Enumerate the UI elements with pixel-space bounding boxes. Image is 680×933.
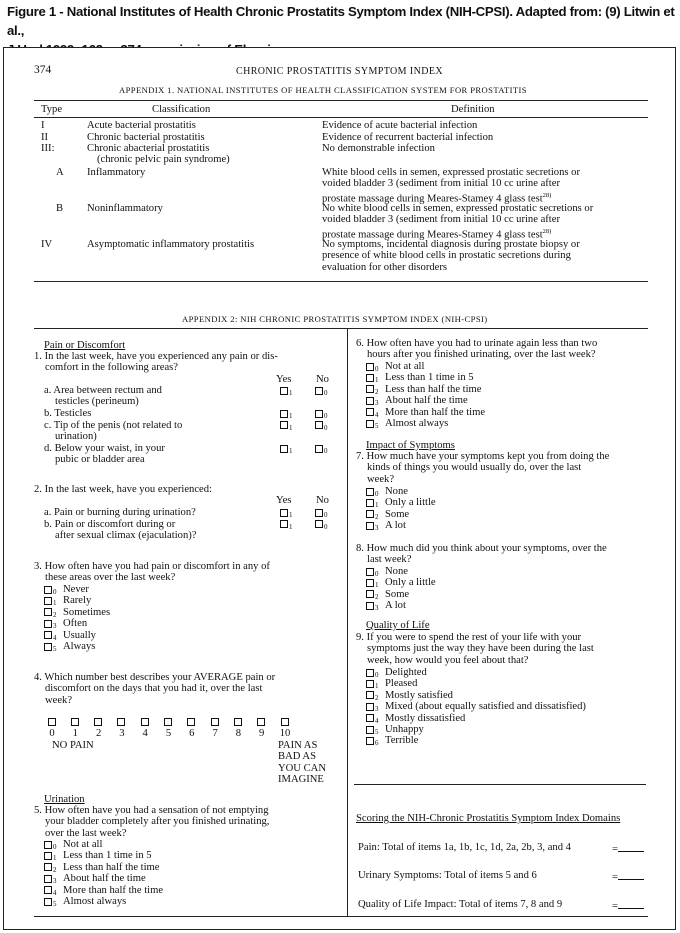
- checkbox-square[interactable]: [366, 703, 374, 711]
- checkbox-square[interactable]: [315, 410, 323, 418]
- q3-option-0[interactable]: [44, 584, 57, 596]
- checkbox-square[interactable]: [366, 579, 374, 587]
- classification-definition: No white blood cells in semen, expressed prostatic secretions or: [322, 203, 594, 214]
- q5-option-2[interactable]: [44, 862, 57, 874]
- q8-option-1[interactable]: [366, 577, 379, 589]
- checkbox-square[interactable]: [281, 718, 289, 726]
- q7-option-label: Some: [385, 508, 410, 520]
- checkbox-score: 4: [375, 410, 379, 419]
- scoring-row-total: =: [612, 899, 644, 912]
- checkbox-square[interactable]: [71, 718, 79, 726]
- checkbox-square[interactable]: [366, 397, 374, 405]
- q3-option-label: Rarely: [63, 595, 92, 607]
- checkbox-score: 1: [375, 581, 379, 590]
- q1-item-line: pubic or bladder area: [55, 454, 145, 466]
- qol-heading: Quality of Life: [366, 620, 430, 631]
- pain-scale-number: 0: [49, 728, 55, 739]
- q3-option-2[interactable]: [44, 607, 57, 619]
- checkbox-score: 0: [324, 522, 328, 531]
- q6-option-2[interactable]: [366, 384, 379, 396]
- scoring-heading: Scoring the NIH-Chronic Prostatitis Symptom Index Domains: [356, 813, 621, 824]
- checkbox-square[interactable]: [280, 387, 288, 395]
- q2-text-line: 2. In the last week, have you experienced:: [34, 484, 212, 495]
- checkbox-square[interactable]: [94, 718, 102, 726]
- classification-definition: presence of white blood cells in prostatic secretions during: [322, 250, 571, 262]
- scoring-row-label: Quality of Life Impact: Total of items 7, 8 and 9: [358, 899, 563, 910]
- checkbox-square[interactable]: [44, 852, 52, 860]
- checkbox-square[interactable]: [44, 875, 52, 883]
- q2-item-line: b. Pain or discomfort during or: [44, 518, 176, 530]
- q8-text-line: last week?: [367, 554, 412, 566]
- pain-scale-number: 5: [165, 728, 172, 739]
- pain-scale-high-label: YOU CAN: [278, 762, 326, 774]
- checkbox-square[interactable]: [117, 718, 125, 726]
- appendix1-rule-header: [34, 117, 648, 118]
- q8-text-line: 8. How much did you think about your symptoms, over the: [356, 543, 607, 554]
- checkbox-score: 2: [375, 512, 379, 521]
- q1-yes-checkbox[interactable]: [280, 385, 293, 397]
- q9-option-label: Terrible: [385, 735, 419, 747]
- classification-type: IV: [41, 239, 53, 250]
- q9-option-0[interactable]: [366, 667, 379, 679]
- q9-option-6[interactable]: [366, 735, 379, 747]
- q5-option-label: Not at all: [63, 839, 103, 850]
- checkbox-score: 1: [375, 501, 379, 510]
- checkbox-square[interactable]: [257, 718, 265, 726]
- classification-definition: White blood cells in semen, expressed prostatic secretions or: [322, 167, 581, 178]
- checkbox-score: 0: [375, 570, 379, 578]
- checkbox-score: 0: [53, 843, 57, 851]
- q6-text-line: hours after you finished urinating, over the last week?: [367, 349, 596, 361]
- score-blank-field[interactable]: [618, 842, 644, 852]
- checkbox-score: 1: [289, 423, 293, 432]
- q7-option-3[interactable]: [366, 520, 379, 532]
- checkbox-score: 2: [53, 610, 57, 619]
- q1-no-header: No: [316, 374, 329, 385]
- q5-option-3[interactable]: [44, 873, 57, 885]
- checkbox-score: 5: [53, 645, 57, 653]
- q5-text-line: your bladder completely after you finished urinating,: [45, 816, 270, 828]
- checkbox-score: 0: [375, 671, 379, 679]
- checkbox-score: 5: [53, 900, 57, 908]
- checkbox-score: 0: [324, 389, 328, 397]
- q7-option-label: None: [385, 486, 408, 497]
- q1-yes-header: Yes: [276, 374, 292, 385]
- appendix2-title: APPENDIX 2: NIH CHRONIC PROSTATITIS SYMPTOM INDEX (NIH-CPSI): [182, 314, 488, 324]
- checkbox-score: 3: [53, 622, 57, 631]
- q7-option-0[interactable]: [366, 486, 379, 498]
- pain-scale-option-7[interactable]: [208, 716, 222, 740]
- q1-yes-checkbox[interactable]: [280, 443, 293, 455]
- q9-text-line: symptoms just the way they have been during the last: [367, 643, 594, 655]
- checkbox-square[interactable]: [366, 408, 374, 416]
- q8-option-label: Some: [385, 588, 410, 600]
- checkbox-square[interactable]: [315, 520, 323, 528]
- pain-scale-number: 9: [259, 728, 265, 739]
- classification-name: Noninflammatory: [87, 203, 163, 214]
- checkbox-score: 1: [375, 376, 379, 385]
- pain-scale-option-8[interactable]: [231, 716, 245, 740]
- checkbox-score: 1: [289, 511, 293, 519]
- q4-text-line: 4. Which number best describes your AVERAGE pain or: [34, 672, 276, 683]
- scoring-row-label: Urinary Symptoms: Total of items 5 and 6: [358, 870, 537, 881]
- q7-text-line: kinds of things you would usually do, over the last: [367, 462, 582, 474]
- q9-option-label: Mostly dissatisfied: [385, 712, 466, 724]
- pain-scale-number: 10: [279, 728, 291, 739]
- q3-option-label: Often: [63, 618, 88, 630]
- scanned-page: [3, 47, 676, 930]
- q1-item-line: c. Tip of the penis (not related to: [44, 419, 183, 431]
- pain-scale-number: 3: [119, 728, 125, 739]
- checkbox-square[interactable]: [366, 680, 374, 688]
- checkbox-square[interactable]: [315, 445, 323, 453]
- checkbox-score: 4: [53, 888, 57, 897]
- checkbox-square[interactable]: [48, 718, 56, 726]
- q1-item-line: urination): [55, 430, 97, 442]
- checkbox-square[interactable]: [366, 499, 374, 507]
- q2-item-line: a. Pain or burning during urination?: [44, 507, 196, 518]
- checkbox-square[interactable]: [366, 385, 374, 393]
- checkbox-square[interactable]: [366, 691, 374, 699]
- checkbox-score: 4: [375, 716, 379, 725]
- checkbox-score: 1: [289, 412, 293, 420]
- checkbox-square[interactable]: [211, 718, 219, 726]
- checkbox-square[interactable]: [280, 421, 288, 429]
- q1-no-checkbox[interactable]: [315, 443, 328, 455]
- checkbox-square[interactable]: [366, 726, 374, 734]
- q2-yes-checkbox[interactable]: [280, 519, 293, 531]
- classification-definition: evaluation for other disorders: [322, 261, 448, 273]
- q5-option-label: Less than half the time: [63, 861, 160, 873]
- q9-option-label: Mixed (about equally satisfied and dissatisfied): [385, 701, 586, 713]
- checkbox-score: 3: [375, 524, 379, 533]
- checkbox-square[interactable]: [44, 620, 52, 628]
- checkbox-square[interactable]: [280, 509, 288, 517]
- checkbox-square[interactable]: [44, 586, 52, 594]
- classification-definition: Evidence of recurrent bacterial infection: [322, 131, 494, 143]
- column-divider: [347, 329, 348, 917]
- q8-option-label: Only a little: [385, 577, 436, 589]
- classification-definition: No symptoms, incidental diagnosis during prostate biopsy or: [322, 239, 580, 250]
- checkbox-square[interactable]: [366, 522, 374, 530]
- classification-name-cont: (chronic pelvic pain syndrome): [97, 154, 230, 166]
- q8-option-label: A lot: [385, 600, 406, 612]
- impact-heading: Impact of Symptoms: [366, 440, 455, 451]
- checkbox-square[interactable]: [366, 669, 374, 677]
- q7-option-1[interactable]: [366, 497, 379, 509]
- q3-option-label: Usually: [63, 629, 96, 641]
- q8-option-label: None: [385, 566, 408, 577]
- checkbox-score: 0: [375, 490, 379, 498]
- q6-option-label: More than half the time: [385, 406, 486, 418]
- classification-name: Inflammatory: [87, 167, 146, 178]
- q9-option-label: Mostly satisfied: [385, 689, 453, 701]
- checkbox-square[interactable]: [44, 863, 52, 871]
- checkbox-square[interactable]: [366, 363, 374, 371]
- q8-option-0[interactable]: [366, 566, 379, 578]
- q7-option-label: A lot: [385, 520, 406, 532]
- pain-scale-option-3[interactable]: [115, 716, 129, 740]
- q6-option-0[interactable]: [366, 361, 379, 373]
- q1-item-line: d. Below your waist, in your: [44, 443, 165, 454]
- classification-definition: prostate massage during Meares-Stamey 4 glass test$^{28)}$: [322, 227, 552, 241]
- q2-item-line: after sexual climax (ejaculation)?: [55, 529, 197, 541]
- q3-option-3[interactable]: [44, 618, 57, 630]
- appendix1-rule-bottom: [34, 281, 648, 282]
- header-classification: Classification: [152, 104, 211, 115]
- pain-scale-number: 4: [142, 728, 148, 739]
- q5-text-line: over the last week?: [45, 827, 127, 839]
- checkbox-square[interactable]: [44, 841, 52, 849]
- checkbox-score: 4: [53, 633, 57, 642]
- q9-option-1[interactable]: [366, 678, 379, 690]
- checkbox-square[interactable]: [366, 510, 374, 518]
- pain-scale-number: 8: [235, 728, 242, 739]
- q9-text-line: week, how would you feel about that?: [367, 654, 529, 666]
- checkbox-square[interactable]: [44, 898, 52, 906]
- checkbox-score: 6: [375, 739, 379, 748]
- checkbox-score: 0: [324, 447, 328, 455]
- pain-scale-number: 2: [95, 728, 102, 739]
- q6-text-line: 6. How often have you had to urinate again less than two: [356, 338, 598, 349]
- checkbox-square[interactable]: [280, 520, 288, 528]
- pain-scale-high-label: BAD AS: [278, 751, 316, 763]
- header-type: Type: [41, 104, 63, 115]
- checkbox-square[interactable]: [280, 445, 288, 453]
- classification-type: B: [56, 203, 64, 214]
- pain-scale-high-label: PAIN AS: [278, 740, 318, 751]
- pain-scale-option-4[interactable]: [138, 716, 152, 740]
- q3-option-label: Sometimes: [63, 606, 111, 618]
- checkbox-square[interactable]: [187, 718, 195, 726]
- checkbox-square[interactable]: [44, 597, 52, 605]
- q9-text-line: 9. If you were to spend the rest of your life with your: [356, 632, 582, 643]
- checkbox-square[interactable]: [366, 420, 374, 428]
- scoring-row-label: Pain: Total of items 1a, 1b, 1c, 1d, 2a, 2b, 3, and 4: [358, 842, 571, 853]
- pain-heading: Pain or Discomfort: [44, 340, 126, 351]
- checkbox-square[interactable]: [366, 590, 374, 598]
- q6-option-label: Almost always: [385, 418, 449, 429]
- reference-superscript: 28): [542, 227, 552, 235]
- urination-heading: Urination: [44, 794, 85, 805]
- checkbox-square[interactable]: [366, 737, 374, 745]
- q9-option-label: Pleased: [385, 678, 418, 690]
- q6-option-3[interactable]: [366, 395, 379, 407]
- q6-option-label: Less than 1 time in 5: [385, 372, 474, 384]
- q3-option-4[interactable]: [44, 630, 57, 642]
- checkbox-square[interactable]: [234, 718, 242, 726]
- q3-option-5[interactable]: [44, 641, 57, 653]
- pain-scale-number: 1: [72, 728, 78, 739]
- q1-yes-checkbox[interactable]: [280, 420, 293, 432]
- q1-text-line: 1. In the last week, have you experienced any pain or dis-: [34, 351, 278, 362]
- checkbox-score: 1: [375, 682, 379, 691]
- checkbox-square[interactable]: [366, 714, 374, 722]
- q6-option-label: Not at all: [385, 361, 425, 372]
- checkbox-score: 0: [324, 412, 328, 420]
- q4-text-line: week?: [45, 694, 73, 706]
- q9-option-label: Delighted: [385, 667, 427, 678]
- q7-option-label: Only a little: [385, 497, 436, 509]
- classification-definition: No demonstrable infection: [322, 143, 435, 154]
- q1-item-line: testicles (perineum): [55, 396, 139, 408]
- checkbox-score: 0: [375, 365, 379, 373]
- checkbox-score: 5: [375, 422, 379, 430]
- q1-item-line: a. Area between rectum and: [44, 385, 162, 396]
- q6-option-5[interactable]: [366, 418, 379, 430]
- classification-type: III:: [41, 143, 55, 154]
- q1-text-line: comfort in the following areas?: [45, 362, 178, 374]
- checkbox-score: 3: [375, 604, 379, 613]
- q9-option-label: Unhappy: [385, 724, 424, 735]
- classification-definition: voided bladder 3 (sediment from initial 10 cc urine after: [322, 214, 560, 226]
- appendix2-rule-bottom: [34, 916, 648, 917]
- q1-no-checkbox[interactable]: [315, 420, 328, 432]
- checkbox-square[interactable]: [366, 488, 374, 496]
- checkbox-score: 2: [375, 387, 379, 396]
- checkbox-square[interactable]: [315, 387, 323, 395]
- checkbox-square[interactable]: [141, 718, 149, 726]
- checkbox-score: 0: [324, 423, 328, 432]
- score-blank-field[interactable]: [618, 899, 644, 909]
- pain-scale-option-2[interactable]: [92, 716, 106, 740]
- checkbox-score: 0: [53, 588, 57, 596]
- checkbox-score: 3: [53, 877, 57, 886]
- checkbox-square[interactable]: [164, 718, 172, 726]
- pain-scale-number: 6: [189, 728, 195, 739]
- q1-item-line: b. Testicles: [44, 408, 92, 419]
- checkbox-score: 2: [375, 592, 379, 601]
- q5-option-4[interactable]: [44, 885, 57, 897]
- q5-option-0[interactable]: [44, 839, 57, 851]
- reference-superscript: 28): [542, 191, 552, 199]
- scoring-separator: [354, 784, 646, 785]
- pain-scale-option-9[interactable]: [255, 716, 269, 740]
- checkbox-square[interactable]: [315, 421, 323, 429]
- appendix1-title: APPENDIX 1. NATIONAL INSTITUTES OF HEALTH CLASSIFICATION SYSTEM FOR PROSTATITIS: [119, 85, 527, 95]
- checkbox-square[interactable]: [44, 608, 52, 616]
- q5-text-line: 5. How often have you had a sensation of not emptying: [34, 805, 269, 816]
- pain-scale-option-10[interactable]: [278, 716, 292, 740]
- q6-option-label: About half the time: [385, 395, 468, 407]
- classification-definition: Evidence of acute bacterial infection: [322, 120, 478, 131]
- checkbox-square[interactable]: [366, 602, 374, 610]
- q5-option-5[interactable]: [44, 896, 57, 908]
- checkbox-score: 3: [375, 399, 379, 408]
- classification-type: A: [56, 167, 64, 178]
- pain-scale-low-label: NO PAIN: [52, 740, 94, 751]
- q1-yes-checkbox[interactable]: [280, 408, 293, 420]
- checkbox-score: 1: [53, 599, 57, 608]
- checkbox-score: 2: [375, 693, 379, 702]
- checkbox-square[interactable]: [315, 509, 323, 517]
- q3-option-1[interactable]: [44, 595, 57, 607]
- checkbox-score: 1: [53, 854, 57, 863]
- pain-scale-option-0[interactable]: [45, 716, 59, 740]
- q7-text-line: week?: [367, 473, 395, 485]
- checkbox-square[interactable]: [44, 643, 52, 651]
- checkbox-score: 1: [289, 389, 293, 397]
- checkbox-square[interactable]: [44, 631, 52, 639]
- q3-option-label: Never: [63, 584, 89, 595]
- q5-option-label: Almost always: [63, 896, 127, 907]
- classification-type: I: [41, 120, 45, 131]
- appendix1-rule-top: [34, 100, 648, 101]
- q9-option-2[interactable]: [366, 690, 379, 702]
- classification-name: Chronic abacterial prostatitis: [87, 143, 210, 154]
- q9-option-4[interactable]: [366, 713, 379, 725]
- q5-option-1[interactable]: [44, 850, 57, 862]
- running-title: CHRONIC PROSTATITIS SYMPTOM INDEX: [236, 66, 443, 77]
- checkbox-score: 1: [289, 447, 293, 455]
- pain-scale-high-label: IMAGINE: [278, 774, 324, 786]
- scoring-row-total: =: [612, 842, 644, 855]
- classification-name: Chronic bacterial prostatitis: [87, 131, 205, 143]
- q1-no-checkbox[interactable]: [315, 408, 328, 420]
- pain-scale-number: 7: [212, 728, 218, 739]
- q5-option-label: Less than 1 time in 5: [63, 850, 152, 862]
- q9-option-3[interactable]: [366, 701, 379, 713]
- checkbox-square[interactable]: [366, 374, 374, 382]
- q3-option-label: Always: [63, 641, 96, 652]
- classification-name: Asymptomatic inflammatory prostatitis: [87, 239, 255, 250]
- q5-option-label: More than half the time: [63, 884, 164, 896]
- scoring-row-total: =: [612, 870, 644, 883]
- appendix2-rule-top: [34, 328, 648, 329]
- q6-option-4[interactable]: [366, 407, 379, 419]
- checkbox-score: 3: [375, 705, 379, 714]
- classification-definition: voided bladder 3 (sediment from initial 10 cc urine after: [322, 178, 560, 190]
- checkbox-score: 5: [375, 728, 379, 736]
- q7-option-2[interactable]: [366, 509, 379, 521]
- q2-yes-checkbox[interactable]: [280, 507, 293, 519]
- q3-text-line: 3. How often have you had pain or discomfort in any of: [34, 561, 270, 572]
- q2-no-header: No: [316, 495, 329, 506]
- classification-name: Acute bacterial prostatitis: [87, 120, 196, 131]
- checkbox-square[interactable]: [44, 886, 52, 894]
- checkbox-square[interactable]: [280, 410, 288, 418]
- checkbox-square[interactable]: [366, 568, 374, 576]
- classification-type: II: [41, 131, 49, 143]
- q8-option-3[interactable]: [366, 600, 379, 612]
- page-number: 374: [34, 64, 52, 76]
- classification-definition: prostate massage during Meares-Stamey 4 glass test$^{28)}$: [322, 191, 552, 205]
- score-blank-field[interactable]: [618, 870, 644, 880]
- q3-text-line: these areas over the last week?: [45, 572, 176, 584]
- header-definition: Definition: [451, 104, 495, 115]
- q7-text-line: 7. How much have your symptoms kept you from doing the: [356, 451, 610, 462]
- q2-no-checkbox[interactable]: [315, 519, 328, 531]
- checkbox-score: 1: [289, 522, 293, 531]
- q6-option-label: Less than half the time: [385, 383, 482, 395]
- q5-option-label: About half the time: [63, 873, 146, 885]
- caption-line-1: Figure 1 - National Institutes of Health Chronic Prostatits Symptom Index (NIH-CPSI). Adapted from: (9) Litwin et al.,: [7, 4, 675, 38]
- pain-scale-option-1[interactable]: [68, 716, 82, 740]
- q2-yes-header: Yes: [276, 495, 292, 506]
- q8-option-2[interactable]: [366, 589, 379, 601]
- q4-text-line: discomfort on the days that you had it, over the last: [45, 683, 263, 695]
- q1-no-checkbox[interactable]: [315, 385, 328, 397]
- q2-no-checkbox[interactable]: [315, 507, 328, 519]
- q9-option-5[interactable]: [366, 724, 379, 736]
- pain-scale-option-5[interactable]: [162, 716, 176, 740]
- pain-scale-option-6[interactable]: [185, 716, 199, 740]
- checkbox-score: 2: [53, 865, 57, 874]
- q6-option-1[interactable]: [366, 372, 379, 384]
- checkbox-score: 0: [324, 511, 328, 519]
